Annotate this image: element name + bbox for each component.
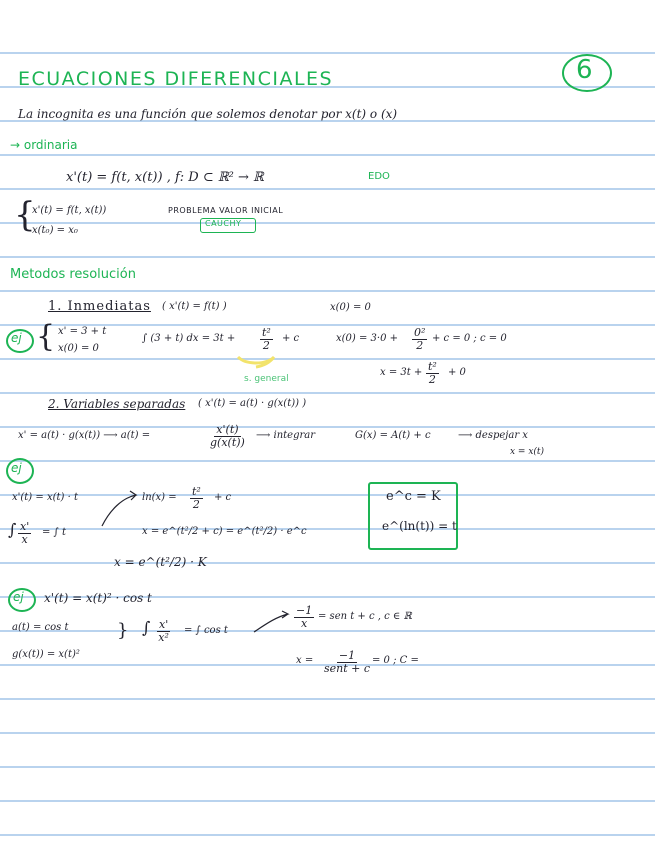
ej3-line-1: x'(t) = x(t)² · cos t: [44, 591, 152, 605]
ej2-ln-c: + c: [214, 492, 232, 503]
ej2-exp: x = e^(t²/2 + c) = e^(t²/2) · e^c: [142, 526, 307, 537]
inmediatas-cond: x(0) = 0: [330, 302, 371, 313]
ej2-arrow: [102, 491, 136, 526]
intro-text: La incognita es una función que solemos denotar por x(t) o (x): [18, 107, 398, 121]
ej2-line-1: x'(t) = x(t) · t: [12, 492, 78, 503]
page-number: 6: [576, 55, 593, 85]
integrar-label: ⟶ integrar: [256, 430, 316, 441]
ej-label-2: ej: [11, 461, 22, 475]
separadas-label: 2. Variables separadas: [48, 397, 186, 411]
separadas-eq: x' = a(t) · g(x(t)) ⟶ a(t) =: [18, 430, 151, 441]
ej3-integral-sign: ∫: [142, 618, 151, 637]
ej3-arrow: [254, 611, 288, 632]
inmediatas-sys-1: x' = 3 + t: [58, 326, 107, 337]
ej-label-1: ej: [11, 331, 22, 345]
inmediatas-label: 1. Inmediatas: [48, 299, 151, 314]
separadas-form: ( x'(t) = a(t) · g(x(t)) ): [198, 398, 307, 409]
edo-tag: EDO: [368, 171, 390, 182]
cauchy-label: CAUCHY: [205, 219, 242, 228]
ej3-g: g(x(t)) = x(t)²: [12, 649, 80, 660]
pvi-label: PROBLEMA VALOR INICIAL: [168, 206, 284, 215]
frac-den: sent + c: [324, 662, 371, 676]
ej3-int-rhs: = ∫ cos t: [184, 625, 228, 636]
sol-general-brace: [238, 357, 274, 367]
sol-general-label: s. general: [244, 374, 289, 384]
frac-num: x': [159, 618, 169, 631]
x-equals-xt: x = x(t): [510, 447, 545, 457]
inmediatas-final-c: + 0: [448, 367, 466, 378]
frac-den: 2: [262, 339, 270, 353]
frac-num: x': [20, 520, 30, 533]
metodos-title: Metodos resolución: [10, 267, 136, 282]
despejar-label: ⟶ despejar x: [458, 430, 528, 441]
G-equation: G(x) = A(t) + c: [355, 430, 431, 441]
page-title: ECUACIONES DIFERENCIALES: [18, 68, 334, 90]
inmediatas-integral: ∫ (3 + t) dx = 3t +: [142, 333, 236, 344]
frac-num: x'(t): [216, 423, 239, 436]
frac-den: 2: [428, 373, 436, 387]
frac-num: 0²: [414, 326, 426, 339]
ej3-brace: }: [117, 620, 129, 641]
frac-den: x²: [158, 631, 169, 645]
frac-num: −1: [296, 604, 313, 617]
inmediatas-sub-result: + c = 0 ; c = 0: [432, 333, 507, 344]
ej2-integral-sign: ∫: [8, 520, 17, 539]
ej-label-3: ej: [13, 590, 24, 604]
frac-num: t²: [262, 326, 271, 339]
frac-num: t²: [192, 485, 201, 498]
frac-den: 2: [416, 339, 424, 353]
inmediatas-brace: {: [36, 319, 56, 354]
inmediatas-form: ( x'(t) = f(t) ): [162, 301, 227, 312]
ej3-res: = sen t + c , c ∈ ℝ: [318, 611, 412, 622]
inmediatas-integral-c: + c: [282, 333, 300, 344]
frac-den: 2: [192, 498, 200, 512]
ej3-x-rhs: = 0 ; C =: [372, 655, 419, 666]
ej2-final: x = e^(t²/2) · K: [114, 555, 207, 569]
inmediatas-sub: x(0) = 3·0 +: [336, 333, 399, 344]
ordinaria-label: → ordinaria: [10, 138, 78, 152]
ej2-integral-rhs: = ∫ t: [42, 527, 66, 538]
exp-rule-1: e^c = K: [386, 489, 441, 504]
edo-equation: x'(t) = f(t, x(t)) , f: D ⊂ ℝ² → ℝ: [66, 170, 264, 185]
ej3-a: a(t) = cos t: [12, 622, 69, 633]
frac-den: x: [21, 533, 28, 547]
frac-den: x: [301, 617, 308, 631]
frac-den: g(x(t)): [210, 436, 245, 450]
system-brace: {: [14, 195, 36, 235]
exp-rule-2: e^(ln(t)) = t: [382, 519, 457, 533]
inmediatas-sys-2: x(0) = 0: [58, 343, 99, 354]
frac-num: t²: [428, 360, 437, 373]
ej3-x: x =: [296, 655, 314, 666]
system-line-1: x'(t) = f(t, x(t)): [32, 205, 107, 216]
system-line-2: x(t₀) = x₀: [32, 225, 78, 236]
ej2-ln: ln(x) =: [142, 492, 177, 503]
frac-num: −1: [338, 649, 356, 662]
inmediatas-final: x = 3t +: [380, 367, 423, 378]
